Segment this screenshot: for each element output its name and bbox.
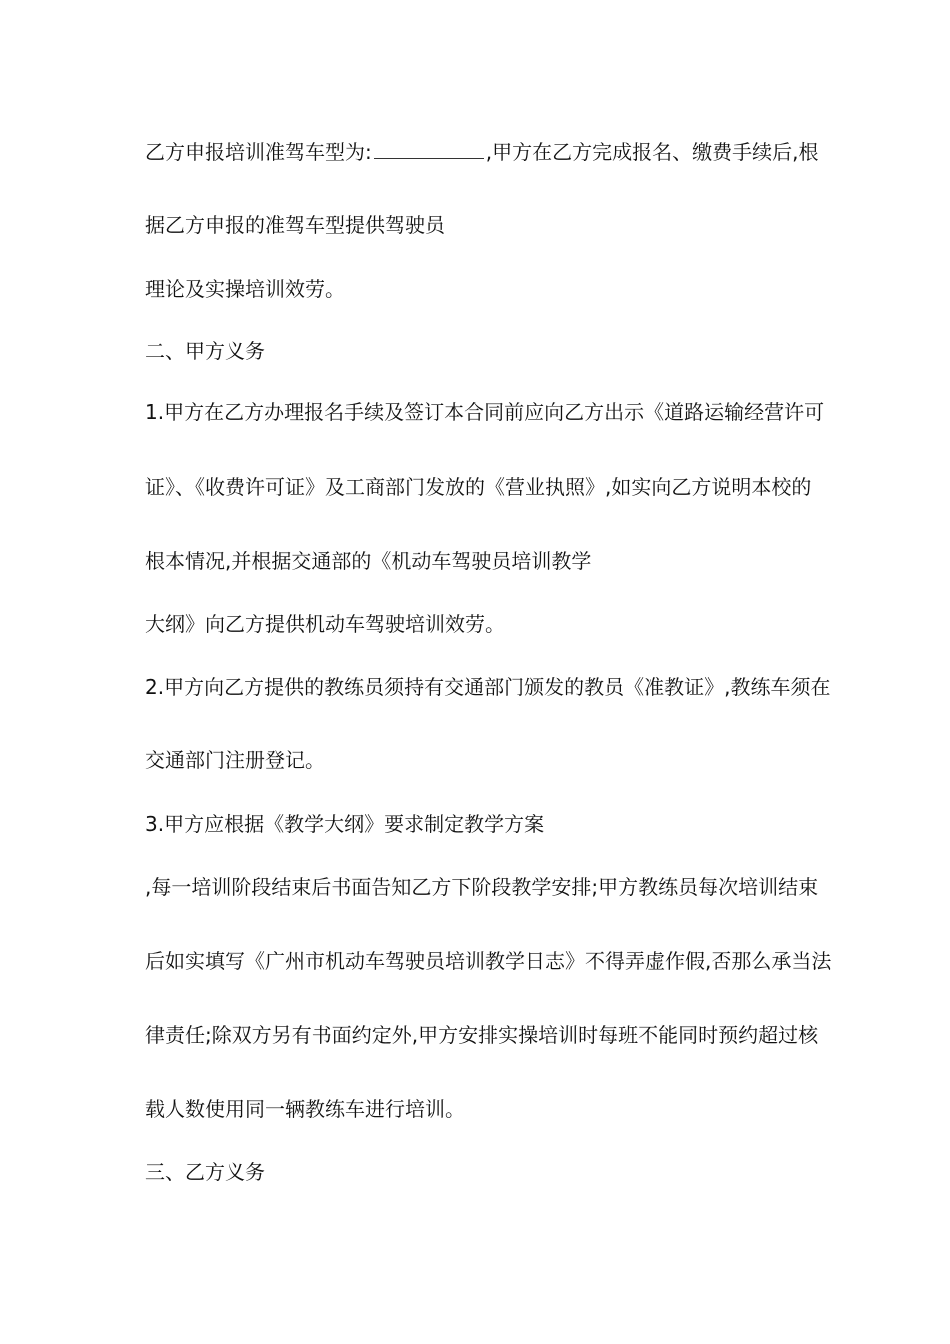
paragraph-line: 载人数使用同一辆教练车进行培训。: [145, 1097, 465, 1121]
paragraph-line: 2.甲方向乙方提供的教练员须持有交通部门颁发的教员《准教证》,教练车须在: [145, 675, 831, 699]
paragraph-line: 理论及实操培训效劳。: [145, 277, 345, 301]
text-segment: ,甲方在乙方完成报名、缴费手续后,根: [485, 140, 819, 164]
paragraph-line: 1.甲方在乙方办理报名手续及签订本合同前应向乙方出示《道路运输经营许可: [145, 400, 825, 424]
vehicle-type-blank-field: [374, 140, 484, 159]
paragraph-line: 大纲》向乙方提供机动车驾驶培训效劳。: [145, 612, 505, 636]
paragraph-line: [145, 138, 818, 166]
paragraph-line: ,每一培训阶段结束后书面告知乙方下阶段教学安排;甲方教练员每次培训结束: [145, 875, 819, 899]
paragraph-line: 3.甲方应根据《教学大纲》要求制定教学方案: [145, 812, 545, 836]
paragraph-line: 证》、《收费许可证》及工商部门发放的《营业执照》,如实向乙方说明本校的: [145, 475, 812, 499]
paragraph-line: 根本情况,并根据交通部的《机动车驾驶员培训教学: [145, 549, 592, 573]
paragraph-line: 据乙方申报的准驾车型提供驾驶员: [145, 213, 445, 237]
paragraph-line: 律责任;除双方另有书面约定外,甲方安排实操培训时每班不能同时预约超过核: [145, 1023, 819, 1047]
section-heading: 二、甲方义务: [145, 339, 265, 363]
paragraph-line: 交通部门注册登记。: [145, 748, 325, 772]
section-heading: 三、乙方义务: [145, 1160, 265, 1184]
text-segment: 乙方申报培训准驾车型为:: [145, 140, 372, 164]
paragraph-line: 后如实填写《广州市机动车驾驶员培训教学日志》不得弄虚作假,否那么承当法: [145, 949, 832, 973]
